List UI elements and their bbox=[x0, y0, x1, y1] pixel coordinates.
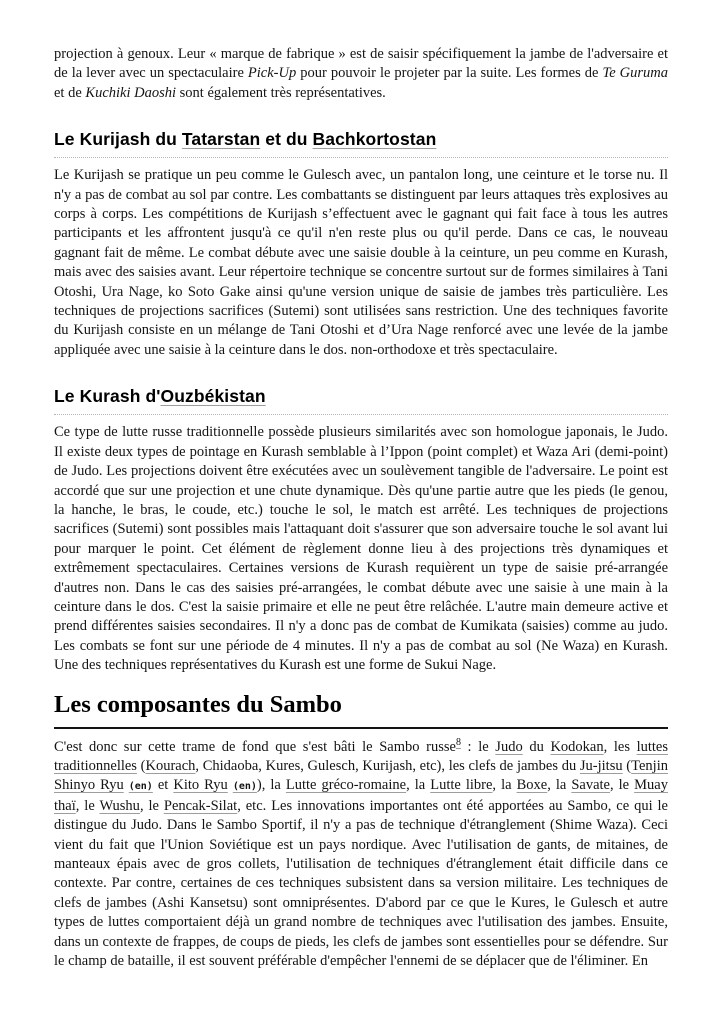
wiki-link[interactable]: Judo bbox=[495, 738, 523, 755]
text-run: et bbox=[152, 777, 174, 794]
wiki-link[interactable]: Pencak-Silat bbox=[163, 797, 238, 814]
heading-kurijash bbox=[54, 129, 668, 158]
text-run: projection à genoux. Leur « marque de fabrique » est de saisir spécifiquement la jambe de l'adversaire et de la lever avec un spectaculaire bbox=[54, 46, 668, 82]
text-run: , la bbox=[406, 777, 431, 794]
text-run: pour pouvoir le projeter par la suite. Les formes de bbox=[296, 65, 603, 82]
italic-term: Pick-Up bbox=[247, 65, 297, 82]
heading-composantes-sambo: Les composantes du Sambo bbox=[54, 691, 668, 729]
paragraph-intro bbox=[54, 45, 668, 103]
text-run: ( bbox=[622, 757, 632, 774]
text-run: , Chidaoba, Kures, Gulesch, Kurijash, etc), les clefs de jambes du bbox=[195, 757, 580, 774]
text-run: , le bbox=[75, 797, 100, 814]
text-run: Ce type de lutte russe traditionnelle possède plusieurs similarités avec son homologue japonais, le Judo. Il existe deux types de pointage en Kurash semblable à l’Ippon (point complet) et Waza Ari (demi-point) de Judo. Les projections doivent être exécutées avec un soulèvement tangible de l'adversaire. Le point est accordé que sur une projection et une chute dynamique. Dès qu'une partie autre que les pieds (le genou, la hanche, le bras, le coude, etc.) touche le sol, le match est arrêté. Les techniques de projections sacrifices (Sutemi) sont possibles mais l'attaquant doit s'assurer que son adversaire touche le sol avant lui pour marquer le point. Cet élément de règlement donne lieu à des projections très dynamiques et extrêmement spectaculaires. Certaines versions de Kurash requièrent un type de saisie pré-arrangée d'autres non. Dans le cas des saisies pré-arrangées, le combat débute avec une saisie à une main à la ceinture dans le dos. C'est la saisie primaire et elle ne peut être relâchée. L'autre main demeure active et prend différentes saisies secondaires. Il n'y a donc pas de combat de Kumikata (saisies) comme au judo. Les combats se font sur une période de 4 minutes. Il n'y a pas de combat au sol (Ne Waza) en Kurash. Une des techniques représentatives du Kurash est une forme de Sukui Nage. bbox=[54, 424, 668, 674]
wiki-link[interactable]: Savate bbox=[571, 777, 610, 794]
text-run: et du bbox=[260, 129, 313, 150]
wiki-link[interactable]: Ju-jitsu bbox=[579, 757, 623, 774]
wiki-link[interactable]: Wushu bbox=[99, 797, 140, 814]
wiki-link[interactable]: Kourach bbox=[145, 757, 196, 774]
paragraph-kurash bbox=[54, 423, 668, 675]
text-run: sont également très représentatives. bbox=[176, 84, 386, 101]
text-run: ( bbox=[136, 757, 146, 774]
heading-kurash bbox=[54, 386, 668, 415]
wiki-link[interactable]: Tatarstan bbox=[181, 129, 261, 150]
text-run: , la bbox=[492, 777, 517, 794]
paragraph-kurijash bbox=[54, 166, 668, 360]
interlanguage-link[interactable]: (en) bbox=[128, 781, 153, 793]
italic-term: Te Guruma bbox=[602, 65, 668, 82]
text-run: : le bbox=[460, 738, 496, 755]
wiki-link[interactable]: Kodokan bbox=[550, 738, 604, 755]
wiki-link[interactable]: Muay thaï bbox=[54, 777, 668, 814]
text-run: C'est donc sur cette trame de fond que s'est bâti le Sambo russe bbox=[54, 738, 456, 755]
wiki-link[interactable]: Lutte libre bbox=[430, 777, 493, 794]
text-run: et de bbox=[54, 84, 86, 101]
text-run: Le Kurash d' bbox=[54, 386, 161, 407]
text-run: , la bbox=[547, 777, 572, 794]
text-run: , les bbox=[603, 738, 637, 755]
wiki-link[interactable]: Boxe bbox=[516, 777, 548, 794]
wiki-link[interactable]: Tenjin Shinyo Ryu bbox=[54, 757, 668, 794]
wiki-link[interactable]: Lutte gréco-romaine bbox=[285, 777, 407, 794]
reference-link[interactable]: 8 bbox=[455, 736, 461, 748]
wiki-link[interactable]: Kito Ryu bbox=[173, 777, 228, 794]
interlanguage-link[interactable]: (en) bbox=[232, 781, 257, 793]
paragraph-composantes bbox=[54, 738, 668, 972]
wiki-link[interactable]: Bachkortostan bbox=[312, 129, 437, 150]
wiki-link[interactable]: luttes traditionnelles bbox=[54, 738, 669, 774]
italic-term: Kuchiki Daoshi bbox=[85, 84, 177, 101]
wiki-link[interactable]: Ouzbékistan bbox=[160, 386, 266, 407]
text-run: du bbox=[522, 738, 551, 755]
text-run: , le bbox=[610, 777, 635, 794]
text-run: Le Kurijash du bbox=[54, 129, 182, 150]
text-run: , etc. Les innovations importantes ont été apportées au Sambo, ce qui le distingue du Judo. Dans le Sambo Sportif, il n'y a pas de technique d'étranglement (Shime Waza). Ceci vient du fait que l'Union Soviétique est un pays nordique. Avec l'utilisation de gants, de mitaines, de manteaux épais avec de gros collets, l'utilisation de techniques d'étranglement était difficile dans ce contexte. Par contre, certaines de ces techniques subsistent dans sa version militaire. Les techniques de clefs de jambes (Ashi Kansetsu) sont omniprésentes. D'abord par ce que le Kures, le Gulesch et autre types de luttes comportaient déjà un grand nombre de techniques avec l'utilisation des jambes. Ensuite, dans un contexte de frappes, de coups de pieds, les clefs de jambes sont essentielles pour se défendre. Sur le champ de bataille, il est souvent préférable d'empêcher l'ennemi de se déplacer que de l'éliminer. En bbox=[54, 797, 668, 970]
text-run: ), la bbox=[256, 777, 286, 794]
text-run: Le Kurijash se pratique un peu comme le Gulesch avec, un pantalon long, une ceinture et le torse nu. Il n'y a pas de combat au sol par contre. Les combattants se distinguent par leurs attaques très explosives au corps à corps. Les compétitions de Kurijash s’effectuent avec le gagnant qui fait face à tous les autres participants et les affrontent jusqu'à ce qu'il n'en reste plus ou qu'il perde. Dans ce cas, le nouveau gagnant fait de même. Le combat débute avec une saisie double à la ceinture, un peu comme en Kurash, mais avec des saisies avant. Leur répertoire technique se concentre surtout sur de formes similaires à Tani Otoshi, Ura Nage, ko Soto Gake ainsi qu'une version unique de saisie de jambes très particulière. Les techniques de projections sacrifices (Sutemi) sont utilisées sans restriction. Une des techniques favorite du Kurijash consiste en un mélange de Tani Otoshi et d’Ura Nage renforcé avec une levée de la jambe appliquée avec une saisie à la ceinture dans le dos. non-orthodoxe et très spectaculaire. bbox=[54, 167, 668, 358]
text-run: , le bbox=[139, 797, 164, 814]
